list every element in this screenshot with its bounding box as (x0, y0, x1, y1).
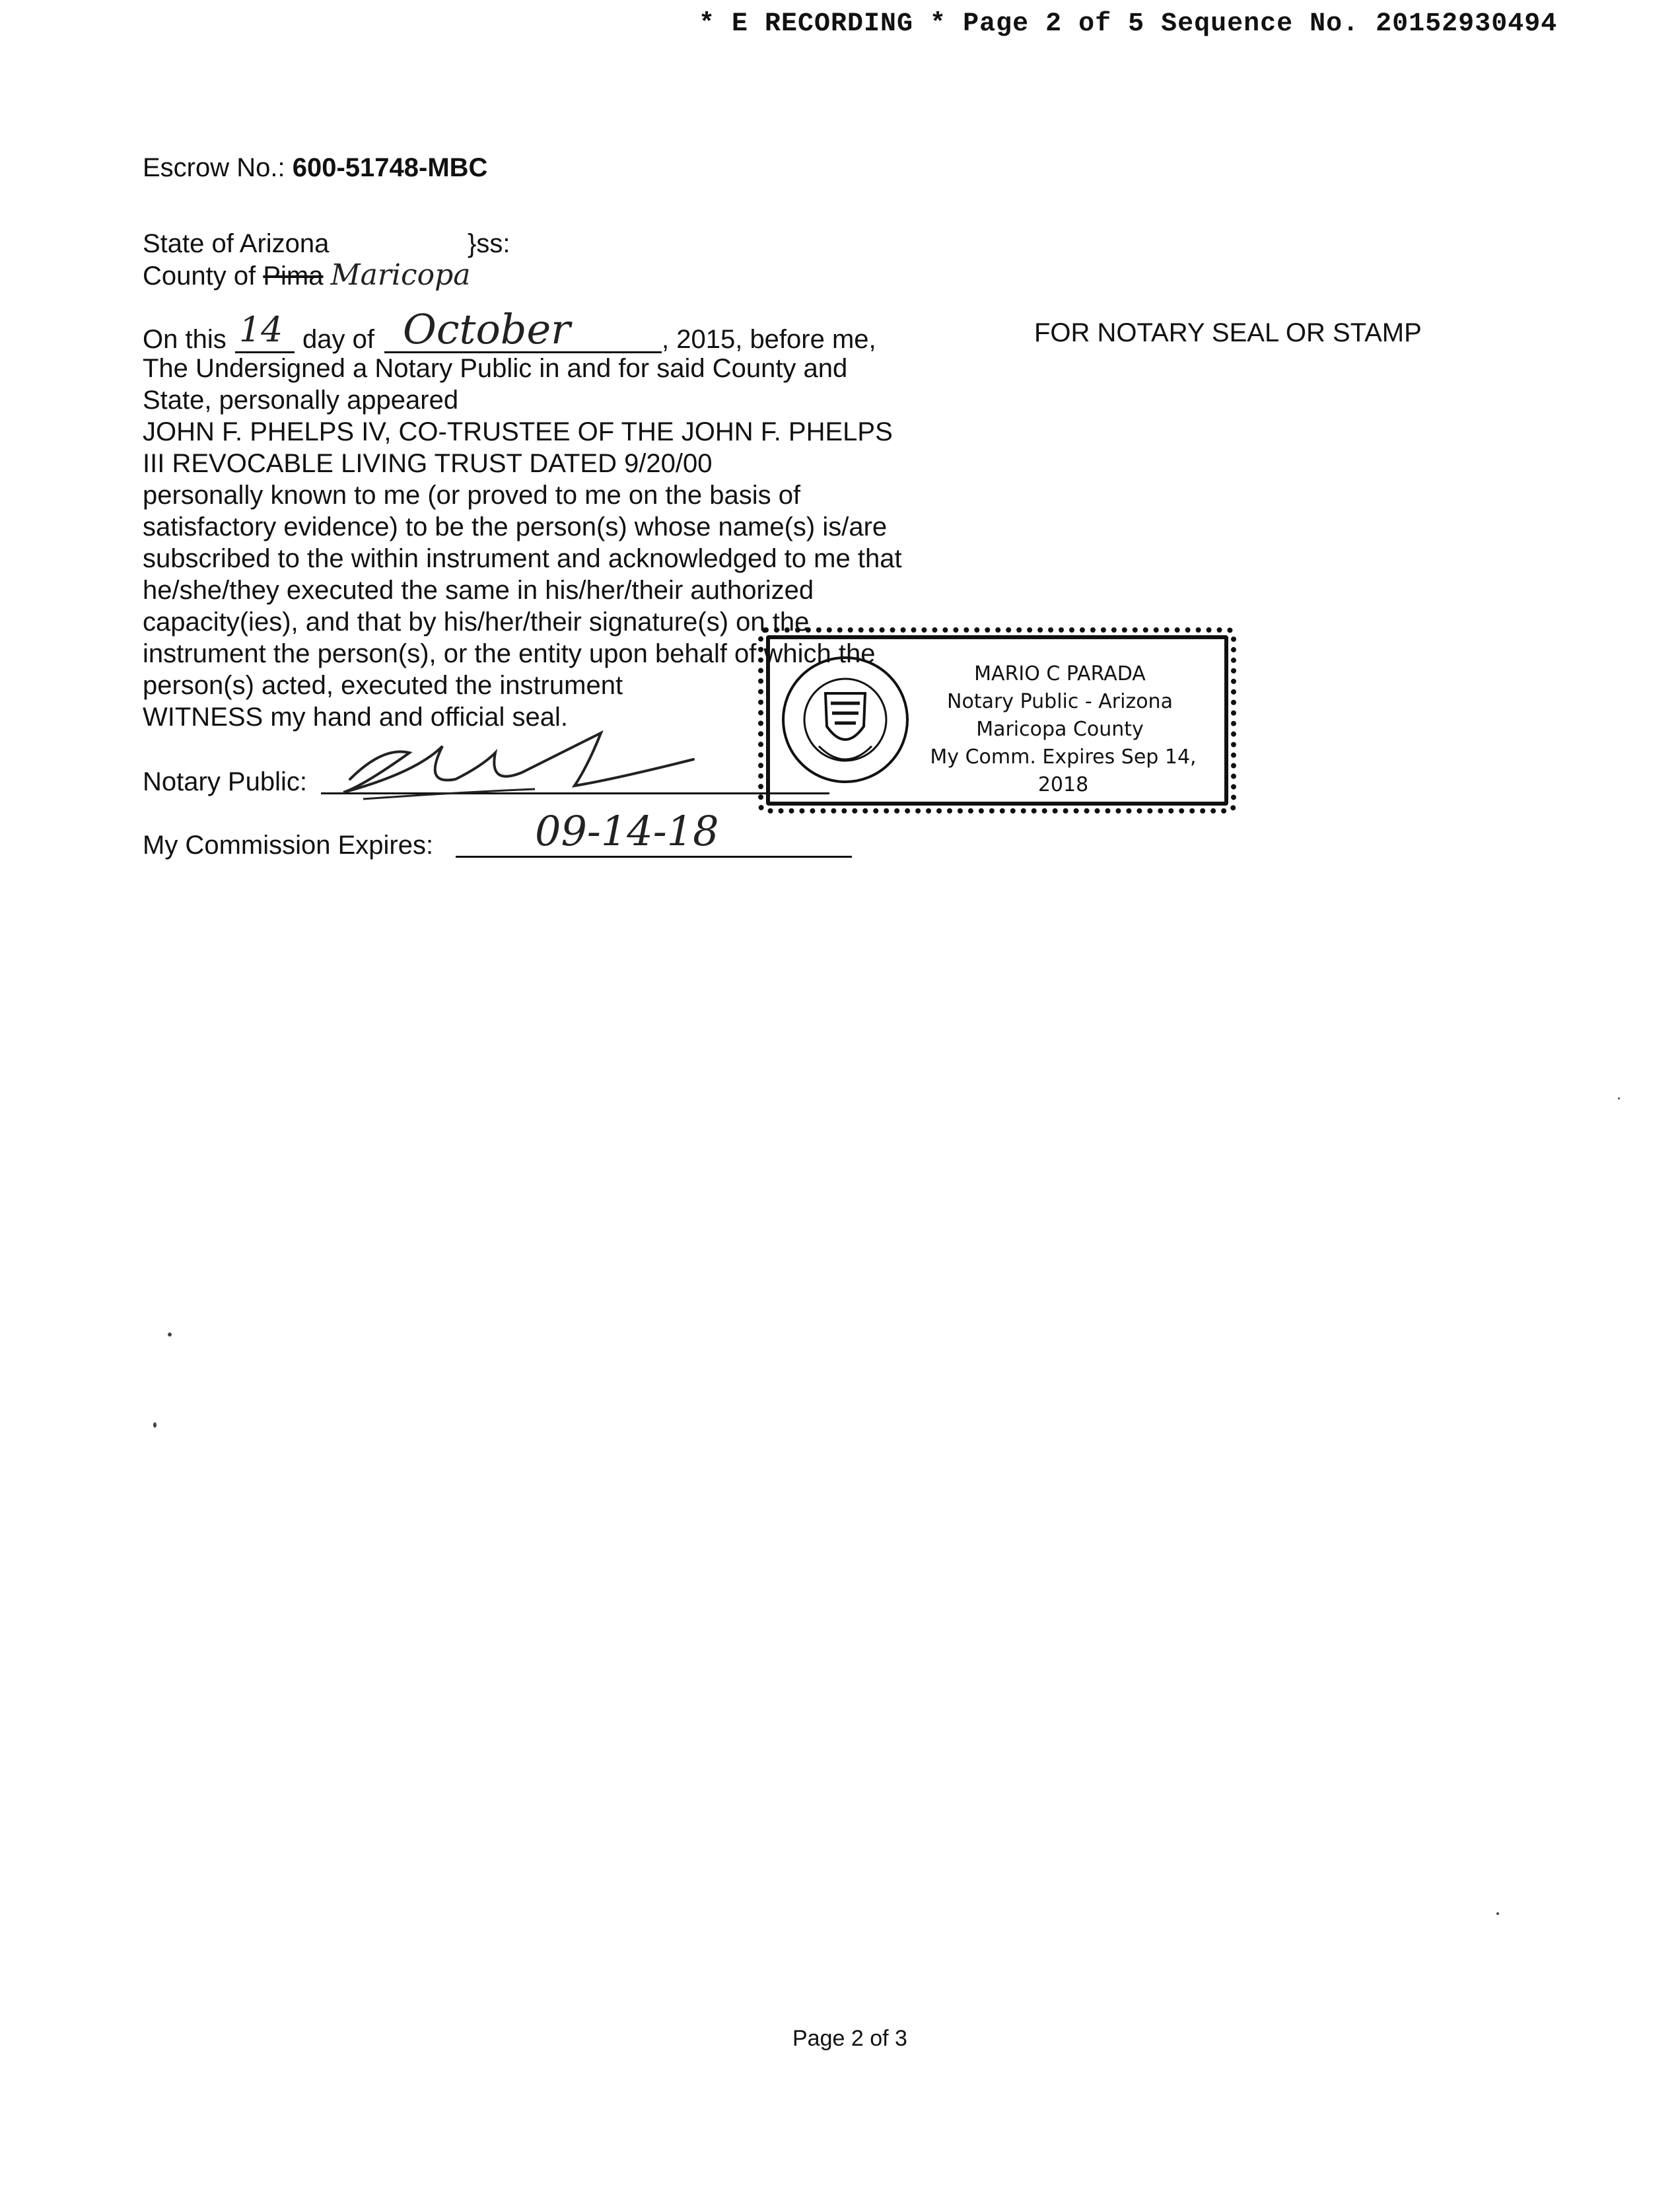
ss-mark: }ss: (468, 229, 510, 258)
stamp-name: MARIO C PARADA (974, 662, 1146, 685)
county-struck: Pima (263, 261, 324, 291)
ack-line: he/she/they executed the same in his/her/their authorized (143, 576, 814, 605)
ack-line: JOHN F. PHELPS IV, CO-TRUSTEE OF THE JOHN F. PHELPS (143, 417, 893, 446)
page-footer: Page 2 of 3 (792, 2026, 907, 2051)
on-this-label: On this (143, 325, 227, 354)
scan-speck (1618, 1097, 1620, 1099)
county-handwritten: Maricopa (330, 258, 471, 292)
day-handwritten: 14 (239, 310, 283, 350)
state-line: State of Arizona (143, 229, 330, 258)
escrow-line (143, 152, 487, 184)
commission-underline (456, 856, 852, 858)
ack-line: The Undersigned a Notary Public in and for said County and (143, 354, 848, 383)
ack-line: subscribed to the within instrument and acknowledged to me that (143, 544, 902, 573)
stamp-expires: My Comm. Expires Sep 14, 2018 (930, 746, 1197, 796)
day-of-label: day of (302, 325, 374, 354)
ack-line: III REVOCABLE LIVING TRUST DATED 9/20/00 (143, 449, 713, 478)
ack-line: person(s) acted, executed the instrument (143, 671, 623, 700)
ack-line: capacity(ies), and that by his/her/their signature(s) on the (143, 608, 810, 637)
ack-line: personally known to me (or proved to me on the basis of (143, 481, 801, 510)
escrow-number: 600-51748-MBC (292, 153, 488, 182)
stamp-title: Notary Public - Arizona (947, 690, 1173, 713)
seal-caption: FOR NOTARY SEAL OR STAMP (1034, 318, 1422, 347)
month-handwritten: October (403, 305, 571, 353)
commission-label: My Commission Expires: (143, 831, 434, 860)
ack-line: WITNESS my hand and official seal. (143, 703, 568, 732)
scan-speck (168, 1333, 172, 1336)
notary-signature-icon (324, 707, 707, 806)
scan-speck (1496, 1912, 1499, 1915)
escrow-label: Escrow No.: (143, 153, 285, 182)
commission-handwritten: 09-14-18 (535, 807, 719, 855)
county-line (143, 260, 471, 292)
stamp-county: Maricopa County (976, 718, 1144, 741)
notary-public-label: Notary Public: (143, 767, 307, 796)
ack-line: instrument the person(s), or the entity upon behalf of which the (143, 639, 876, 668)
recording-header: * E RECORDING * Page 2 of 5 Sequence No. 20152930494 (699, 9, 1558, 39)
ack-line: State, personally appeared (143, 386, 459, 415)
year-text: , 2015, before me, (662, 325, 876, 354)
scan-speck (153, 1422, 157, 1428)
county-label: County of (143, 261, 256, 291)
ack-line: satisfactory evidence) to be the person(s) whose name(s) is/are (143, 512, 888, 541)
arizona-seal-icon (779, 654, 911, 786)
